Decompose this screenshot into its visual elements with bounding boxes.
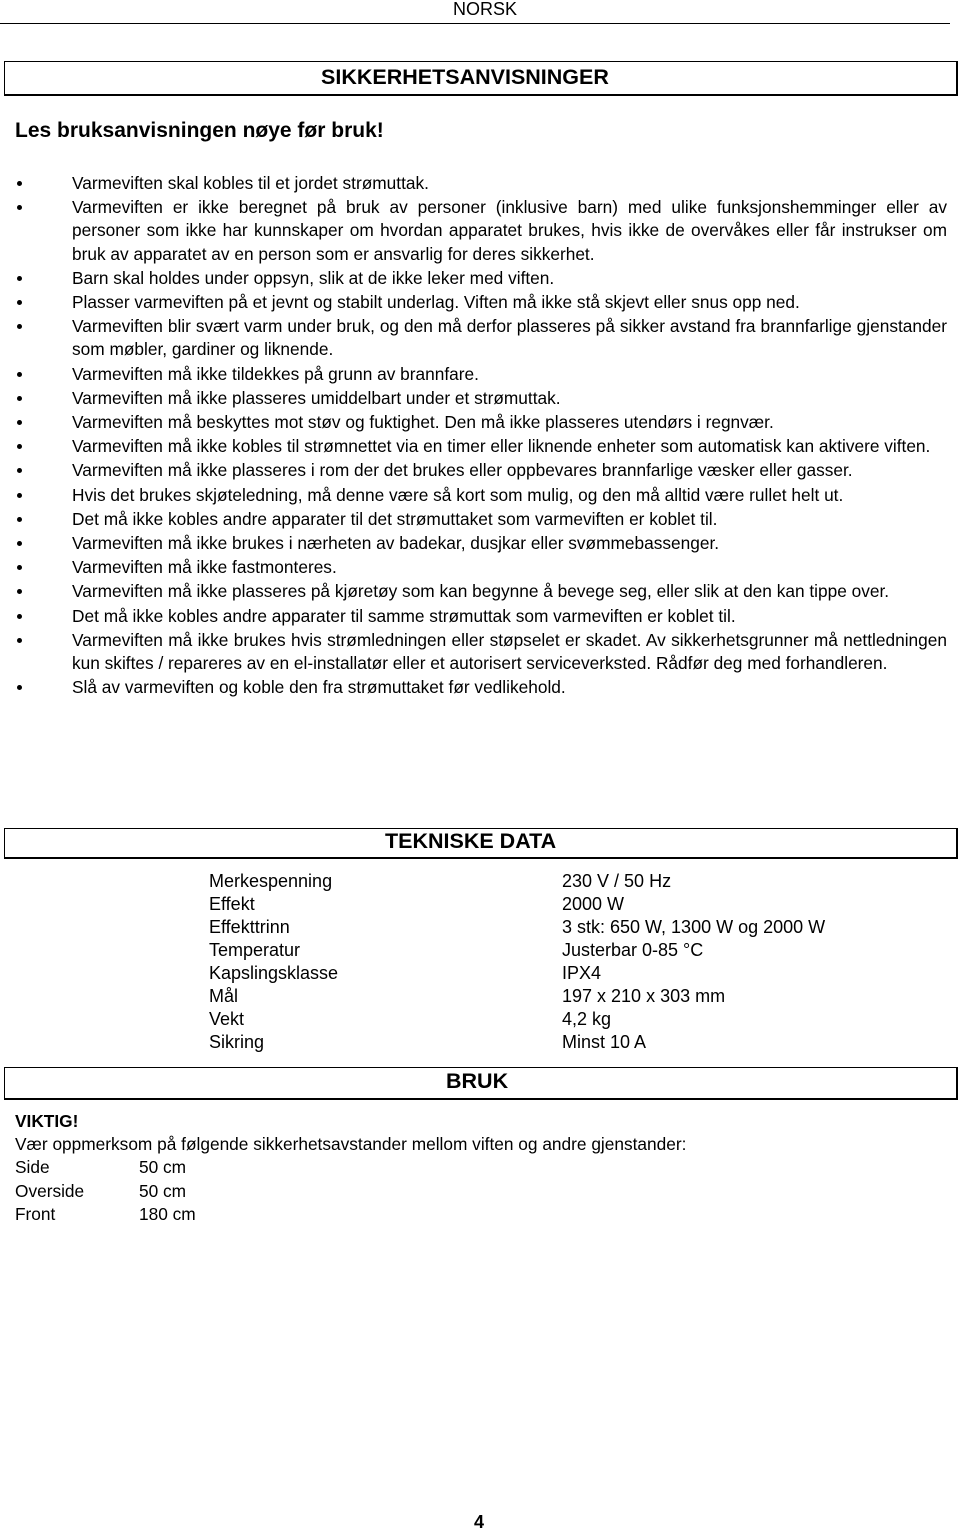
distance-value: 50 cm <box>139 1180 187 1201</box>
technical-title: TEKNISKE DATA <box>385 829 557 853</box>
spec-value: Justerbar 0-85 °C <box>562 940 704 960</box>
list-item: Barn skal holdes under oppsyn, slik at de ikke leker med viften. <box>15 267 947 290</box>
important-label: VIKTIG! <box>15 1111 79 1131</box>
list-item: Varmeviften må ikke brukes hvis strømledningen eller støpselet er skadet. Av sikkerhetsgrunner må nettledningen kun skiftes / repareres av en el-installatør eller et autorisert serviceverksted. Rådfør deg med forhandleren. <box>15 629 947 675</box>
list-item: Varmeviften må ikke plasseres på kjøretøy som kan begynne å bevege seg, eller slik at den kan tippe over. <box>15 580 947 603</box>
list-item: Varmeviften må ikke fastmonteres. <box>15 556 947 579</box>
spec-label: Kapslingsklasse <box>209 963 339 983</box>
usage-note <box>15 1110 686 1226</box>
spec-value: 3 stk: 650 W, 1300 W og 2000 W <box>562 917 826 937</box>
spec-value: 230 V / 50 Hz <box>562 871 672 891</box>
distance-label: Front <box>15 1203 56 1224</box>
safety-title: SIKKERHETSANVISNINGER <box>321 65 609 89</box>
list-item: Varmeviften må ikke plasseres umiddelbart under et strømuttak. <box>15 387 947 410</box>
list-item: Varmeviften må ikke brukes i nærheten av badekar, dusjkar eller svømmebassenger. <box>15 532 947 555</box>
page-number: 4 <box>474 1512 485 1532</box>
spec-label: Effekttrinn <box>209 917 290 937</box>
header-rule <box>0 23 950 24</box>
list-item: Varmeviften må beskyttes mot støv og fuktighet. Den må ikke plasseres utendørs i regnvær. <box>15 411 947 434</box>
spec-value: 2000 W <box>562 894 625 914</box>
distance-value: 180 cm <box>139 1203 196 1224</box>
spec-label: Mål <box>209 986 239 1006</box>
header-language: NORSK <box>452 0 517 19</box>
usage-intro: Vær oppmerksom på følgende sikkerhetsavstander mellom viften og andre gjenstander: <box>15 1134 687 1155</box>
list-item: Varmeviften er ikke beregnet på bruk av personer (inklusive barn) med ulike funksjonshemminger eller av personer som ikke har kunnskaper om hvordan apparatet brukes, hvis ikke de overvåkes eller får instrukser om bruk av apparatet av en person som er ansvarlig for deres sikkerhet. <box>15 196 947 266</box>
spec-value: IPX4 <box>562 963 602 983</box>
spec-value: Minst 10 A <box>562 1032 647 1052</box>
spec-label: Temperatur <box>209 940 301 960</box>
distance-row <box>15 1180 686 1203</box>
spec-label: Sikring <box>209 1032 265 1052</box>
spec-label: Vekt <box>209 1009 245 1029</box>
list-item: Varmeviften må ikke tildekkes på grunn av brannfare. <box>15 363 947 386</box>
list-item: Varmeviften blir svært varm under bruk, og den må derfor plasseres på sikker avstand fra brannfarlige gjenstander som møbler, gardiner og liknende. <box>15 315 947 361</box>
spec-value: 4,2 kg <box>562 1009 612 1029</box>
spec-value: 197 x 210 x 303 mm <box>562 986 726 1006</box>
spec-label: Merkespenning <box>209 871 333 891</box>
list-item: Varmeviften må ikke kobles til strømnettet via en timer eller liknende enheter som automatisk kan aktivere viften. <box>15 435 947 458</box>
list-item: Hvis det brukes skjøteledning, må denne være så kort som mulig, og den må alltid være rullet helt ut. <box>15 484 947 507</box>
distance-row <box>15 1156 686 1179</box>
list-item: Varmeviften skal kobles til et jordet strømuttak. <box>15 172 947 195</box>
list-item: Slå av varmeviften og koble den fra strømuttaket før vedlikehold. <box>15 676 947 699</box>
list-item: Plasser varmeviften på et jevnt og stabilt underlag. Viften må ikke stå skjevt eller snus opp ned. <box>15 291 947 314</box>
distance-value: 50 cm <box>139 1157 187 1178</box>
list-item: Det må ikke kobles andre apparater til det strømuttaket som varmeviften er koblet til. <box>15 508 947 531</box>
safety-lead: Les bruksanvisningen nøye før bruk! <box>15 119 384 142</box>
usage-title: BRUK <box>446 1069 509 1093</box>
distance-row <box>15 1203 686 1226</box>
list-item: Varmeviften må ikke plasseres i rom der det brukes eller oppbevares brannfarlige væsker eller gasser. <box>15 459 947 482</box>
distance-label: Overside <box>15 1180 85 1201</box>
safety-list <box>15 172 947 699</box>
distance-label: Side <box>15 1157 50 1178</box>
list-item: Det må ikke kobles andre apparater til samme strømuttak som varmeviften er koblet til. <box>15 605 947 628</box>
spec-label: Effekt <box>209 894 255 914</box>
